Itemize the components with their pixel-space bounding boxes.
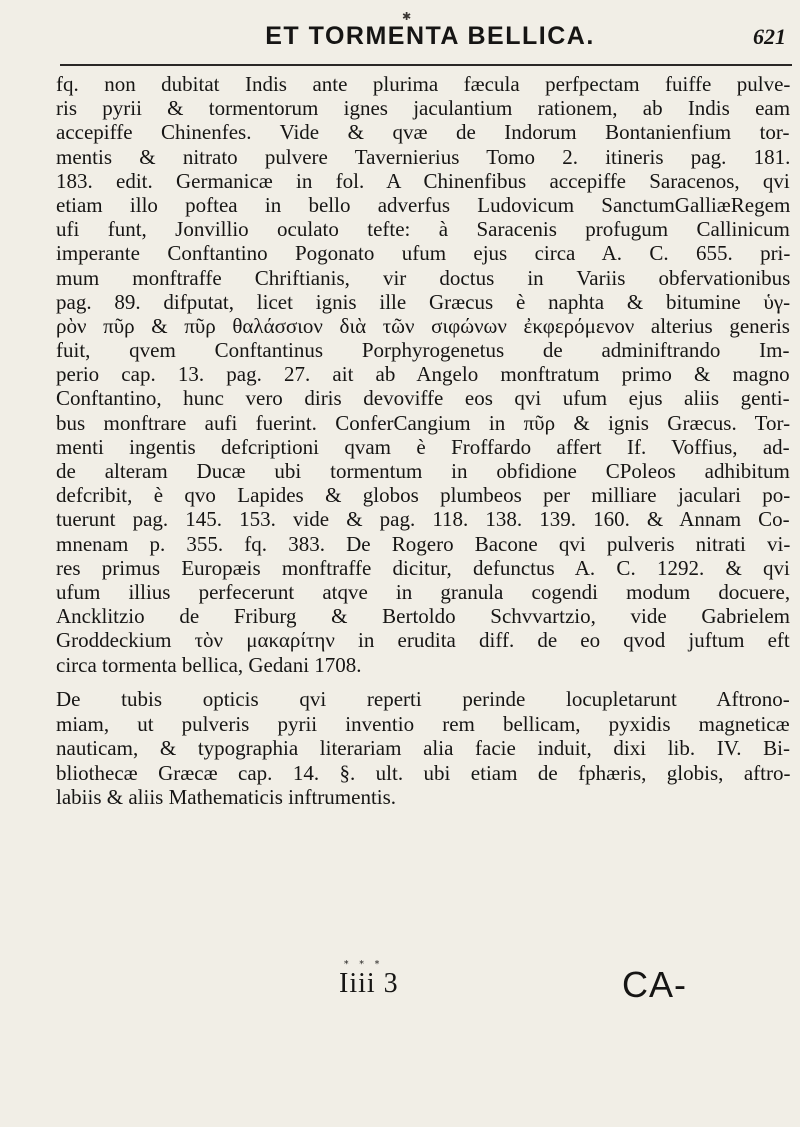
text-line: bus monftrare aufi fuerint. ConferCangium in πῦρ & ignis Græcus. Tor- xyxy=(56,410,791,435)
text-line: labiis & aliis Mathematicis inftrumentis. xyxy=(56,785,397,809)
text-line: Conftantino, hunc vero diris devoviffe eos qvi ufum ejus aliis genti- xyxy=(56,386,790,411)
text-line: fq. non dubitat Indis ante plurima fæcula perfpectam fuiffe pulve- xyxy=(56,72,791,96)
running-title: ET TORMENTA BELLICA. xyxy=(265,22,595,50)
text-line: tuerunt pag. 145. 153. vide & pag. 118. 138. 139. 160. & Annam Co- xyxy=(56,507,790,532)
text-line: accepiffe Chinenfes. Vide & qvæ de Indorum Bontanienfium tor- xyxy=(56,120,790,145)
text-line: Ancklitzio de Friburg & Bertoldo Schvvartzio, vide Gabrielem xyxy=(56,604,791,629)
text-line: de alteram Ducæ ubi tormentum in obfidione CPoleos adhibitum xyxy=(56,459,790,483)
text-line: mum monftraffe Chriftianis, vir doctus in Variis obfervationibus xyxy=(56,265,791,290)
text-line: defcribit, è qvo Lapides & globos plumbeos per milliare jaculari po- xyxy=(56,483,791,508)
text-line: mentis & nitrato pulvere Tavernierius Tomo 2. itineris pag. 181. xyxy=(56,144,791,169)
text-line: imperante Conftantino Pogonato ufum ejus circa A. C. 655. pri- xyxy=(56,241,791,266)
text-line: circa tormenta bellica, Gedani 1708. xyxy=(56,652,362,677)
text-line: 183. edit. Germanicæ in fol. A Chinenfibus accepiffe Saracenos, qvi xyxy=(56,168,790,193)
paragraph-main xyxy=(56,72,796,677)
page-number: 621 xyxy=(753,24,786,49)
text-line: De tubis opticis qvi reperti perinde locupletarunt Aftrono- xyxy=(56,687,790,711)
header-rule xyxy=(60,64,792,66)
paragraph-optics xyxy=(56,687,796,810)
text-line: res primus Europæis monftraffe dicitur, defunctus A. C. 1292. & qvi xyxy=(56,555,790,580)
signature-mark: Iiii 3 xyxy=(339,968,399,999)
text-line: ρὸν πῦρ & πῦρ θαλάσσιον διὰ τῶν σιφώνων ἐκφερόμενον alterius generis xyxy=(56,313,790,338)
text-line: perio cap. 13. pag. 27. ait ab Angelo monftratum primo & magno xyxy=(56,362,790,387)
catchword: CA- xyxy=(622,964,687,1005)
printer-mark: ✱ xyxy=(402,10,412,23)
text-line: fuit, qvem Conftantinus Porphyrogenetus de adminiftrando Im- xyxy=(56,338,790,363)
text-line: ris pyrii & tormentorum ignes jaculantium rationem, ab Indis eam xyxy=(56,96,791,121)
text-line: menti ingentis defcriptioni qvam è Froffardo affert If. Voffius, ad- xyxy=(56,434,790,459)
text-line: nauticam, & typographia literariam alia facie induit, dixi lib. IV. Bi- xyxy=(56,736,790,760)
text-line: mnenam p. 355. fq. 383. De Rogero Bacone qvi pulveris nitrati vi- xyxy=(56,531,791,556)
text-line: bliothecæ Græcæ cap. 14. §. ult. ubi etiam de fphæris, globis, aftro- xyxy=(56,760,791,785)
page-footer xyxy=(0,960,800,1020)
signature-stars: * * * xyxy=(344,960,384,970)
running-head xyxy=(0,4,800,60)
text-line: ufum illius perfecerunt atqve in granula cogendi modum docuere, xyxy=(56,579,791,604)
text-line: pag. 89. difputat, licet ignis ille Græcus è naphta & bitumine ὑγ- xyxy=(56,289,791,314)
text-line: miam, ut pulveris pyrii inventio rem bellicam, pyxidis magneticæ xyxy=(56,711,790,736)
text-line: ufi funt, Jonvillio oculato tefte: à Saracenis profugum Callinicum xyxy=(56,217,790,242)
text-line: etiam illo poftea in bello adverfus Ludovicum SanctumGalliæRegem xyxy=(56,192,791,217)
text-line: Groddeckium τὸν μακαρίτην in erudita diff. de eo qvod juftum eft xyxy=(56,628,790,653)
